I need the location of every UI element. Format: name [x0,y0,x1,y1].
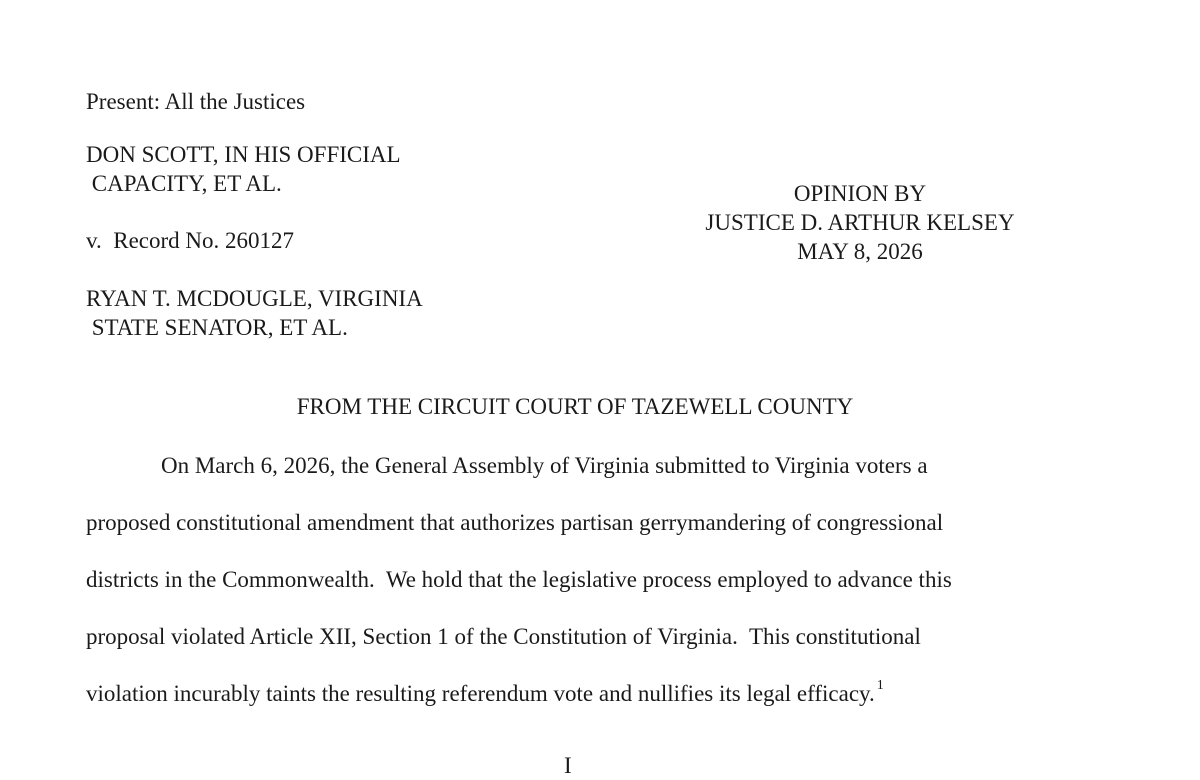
footnote-marker[interactable]: 1 [876,678,884,693]
body-line-4: proposal violated Article XII, Section 1 of the Constitution of Virginia. This constitutional [86,624,921,649]
appellee-line-1: RYAN T. MCDOUGLE, VIRGINIA [86,286,423,311]
body-line-3: districts in the Commonwealth. We hold that the legislative process employed to advance this [86,567,952,592]
opinion-by-block [660,179,1060,266]
section-numeral: I [564,753,572,778]
opinion-date: MAY 8, 2026 [797,239,923,264]
opinion-by-label: OPINION BY [793,181,927,206]
present-line: Present: All the Justices [86,89,306,114]
record-number-line: v. Record No. 260127 [86,228,295,253]
appellee-line-2: STATE SENATOR, ET AL. [86,315,348,340]
appellant-line-2: CAPACITY, ET AL. [86,171,282,196]
court-heading: FROM THE CIRCUIT COURT OF TAZEWELL COUNTY [296,394,854,419]
body-line-2: proposed constitutional amendment that authorizes partisan gerrymandering of congressional [86,510,944,535]
body-line-1: On March 6, 2026, the General Assembly of Virginia submitted to Virginia voters a [161,453,928,478]
body-line-5-text: violation incurably taints the resulting referendum vote and nullifies its legal efficacy. [86,681,875,706]
opinion-author: JUSTICE D. ARTHUR KELSEY [705,210,1015,235]
appellant-line-1: DON SCOTT, IN HIS OFFICIAL [86,142,401,167]
body-line-5 [86,680,884,708]
